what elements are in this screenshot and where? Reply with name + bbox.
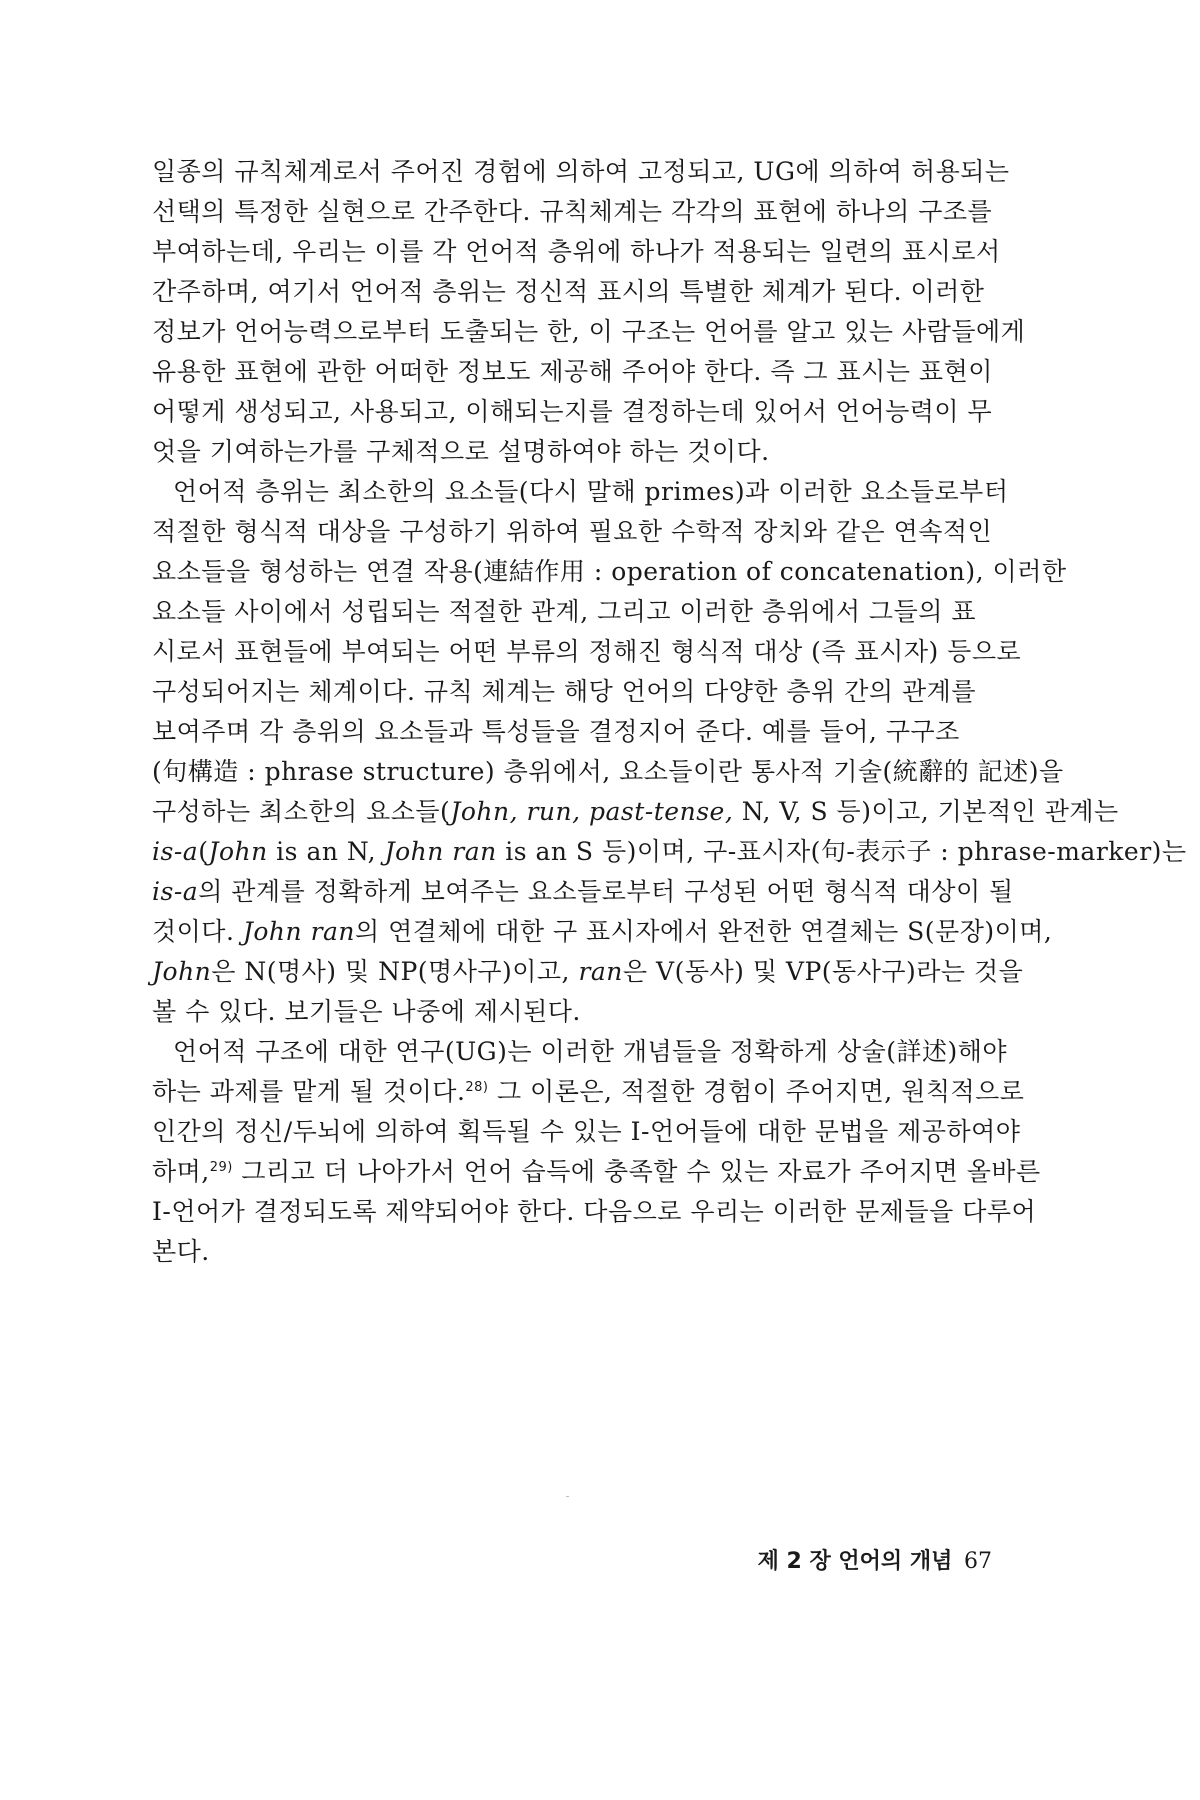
text-line: 본다. (152, 1237, 210, 1266)
text-line: 유용한 표현에 관한 어떠한 정보도 제공해 주어야 한다. 즉 그 표시는 표현이 (152, 357, 993, 386)
text-line: 인간의 정신/두뇌에 의하여 획득될 수 있는 I-언어들에 대한 문법을 제공하여야 (152, 1117, 1021, 1146)
text-line: 언어적 층위는 최소한의 요소들(다시 말해 primes)과 이러한 요소들로부터 (173, 477, 1009, 506)
text-line: 어떻게 생성되고, 사용되고, 이해되는지를 결정하는데 있어서 언어능력이 무 (152, 397, 993, 426)
text-line: 볼 수 있다. 보기들은 나중에 제시된다. (152, 997, 581, 1026)
text-run: 의 관계를 정확하게 보여주는 요소들로부터 구성된 어떤 형식적 대상이 될 (198, 877, 1014, 906)
text-line (152, 872, 1027, 912)
text-line (152, 792, 1119, 832)
text-line: (句構造 : phrase structure) 층위에서, 요소들이란 통사적 기술(統辭的 記述)을 (152, 757, 1064, 786)
text-line: 일종의 규칙체계로서 주어진 경험에 의하여 고정되고, UG에 의하여 허용되는 (152, 157, 1010, 186)
text-run: 것이다. (152, 917, 243, 946)
footnote-ref-28[interactable]: 28) (465, 1080, 489, 1095)
footnote-ref-29[interactable]: 29) (209, 1160, 233, 1175)
text-line: 요소들을 형성하는 연결 작용(連結作用 : operation of concatenation), 이러한 (152, 557, 1067, 586)
text-run: 구성하는 최소한의 요소들( (152, 797, 451, 826)
text-line (152, 912, 1053, 952)
text-line: 보여주며 각 층위의 요소들과 특성들을 결정지어 준다. 예를 들어, 구구조 (152, 717, 960, 746)
text-run: N, V, S 등)이고, 기본적인 관계는 (733, 797, 1119, 826)
text-line (152, 952, 1027, 992)
scan-speck (566, 1496, 569, 1497)
text-line: 요소들 사이에서 성립되는 적절한 관계, 그리고 이러한 층위에서 그들의 표 (152, 597, 976, 626)
text-line: 부여하는데, 우리는 이를 각 언어적 층위에 하나가 적용되는 일련의 표시로서 (152, 237, 1001, 266)
text-run: 은 N(명사) 및 NP(명사구)이고, (211, 957, 579, 986)
text-run: 그 이론은, 적절한 경험이 주어지면, 원칙적으로 (488, 1077, 1025, 1106)
italic-term: John ran (242, 917, 356, 946)
page-footer (758, 1544, 992, 1575)
text-line: 엇을 기여하는가를 구체적으로 설명하여야 하는 것이다. (152, 437, 770, 466)
text-line (152, 1152, 1041, 1192)
chapter-title: 제 2 장 언어의 개념 (757, 1549, 953, 1574)
italic-term: John (152, 957, 212, 986)
body-text (152, 152, 1187, 1272)
text-run: ( (198, 837, 209, 866)
text-run: 하며, (152, 1157, 210, 1186)
page-number: 67 (964, 1549, 992, 1574)
italic-term: John, run, past-tense, (450, 797, 734, 826)
text-line: 선택의 특정한 실현으로 간주한다. 규칙체계는 각각의 표현에 하나의 구조를 (152, 197, 993, 226)
text-line: 시로서 표현들에 부여되는 어떤 부류의 정해진 형식적 대상 (즉 표시자) 등으로 (152, 637, 1022, 666)
text-line (152, 832, 1187, 872)
italic-term: John (208, 837, 268, 866)
text-run: is an S 등)이며, 구-표시자(句-表示子 : phrase-marker)는 (496, 837, 1187, 866)
text-line: 적절한 형식적 대상을 구성하기 위하여 필요한 수학적 장치와 같은 연속적인 (152, 517, 993, 546)
text-run: 의 연결체에 대한 구 표시자에서 완전한 연결체는 S(문장)이며, (355, 917, 1053, 946)
italic-term: John ran (384, 837, 497, 866)
text-line: 정보가 언어능력으로부터 도출되는 한, 이 구조는 언어를 알고 있는 사람들에게 (152, 317, 1026, 346)
italic-term: is-a (152, 837, 199, 866)
text-line: I-언어가 결정되도록 제약되어야 한다. 다음으로 우리는 이러한 문제들을 다루어 (152, 1197, 1037, 1226)
italic-term: ran (578, 957, 623, 986)
text-run: 은 V(동사) 및 VP(동사구)라는 것을 (622, 957, 1024, 986)
text-run: is an N, (267, 837, 385, 866)
text-line: 언어적 구조에 대한 연구(UG)는 이러한 개념들을 정확하게 상술(詳述)해야 (173, 1037, 1008, 1066)
italic-term: is-a (152, 877, 199, 906)
text-run: 하는 과제를 맡게 될 것이다. (152, 1077, 466, 1106)
text-line (152, 1072, 1027, 1112)
text-line: 구성되어지는 체계이다. 규칙 체계는 해당 언어의 다양한 층위 간의 관계를 (152, 677, 976, 706)
text-run: 그리고 더 나아가서 언어 습득에 충족할 수 있는 자료가 주어지면 올바른 (232, 1157, 1041, 1186)
text-line: 간주하며, 여기서 언어적 층위는 정신적 표시의 특별한 체계가 된다. 이러한 (152, 277, 985, 306)
